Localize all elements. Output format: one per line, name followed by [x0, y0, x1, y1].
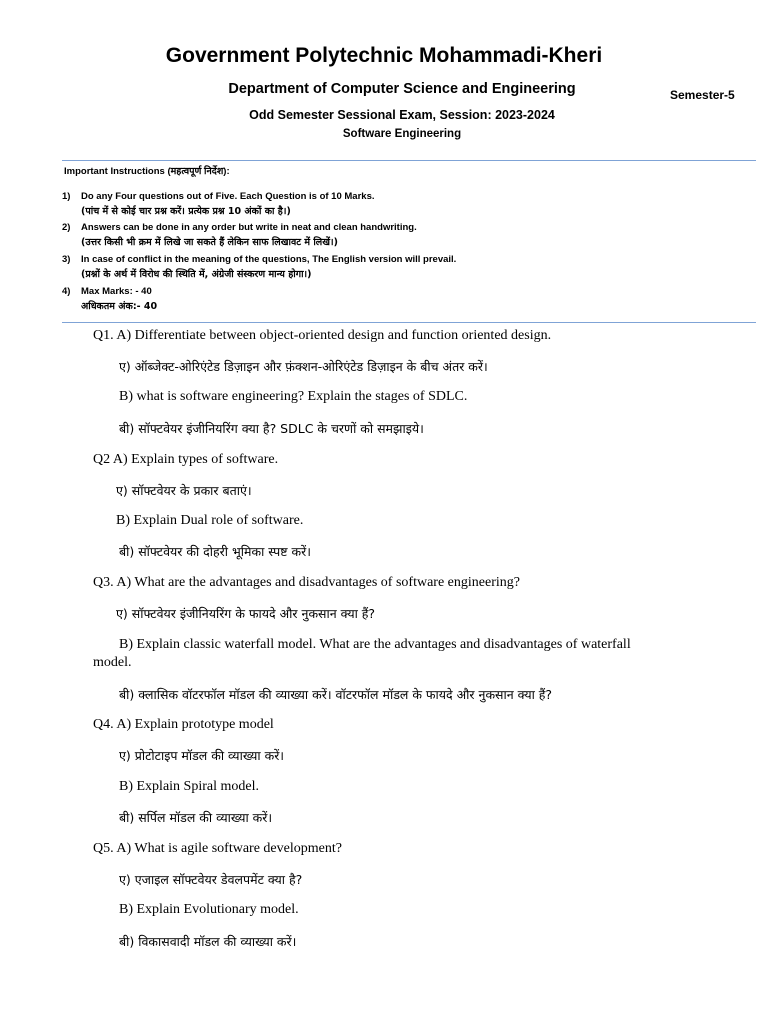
question-2a-hi: ए) सॉफ्टवेयर के प्रकार बताएं। [116, 483, 252, 498]
instruction-text-hi: (प्रश्नों के अर्थ में विरोध की स्थिति में, अंग्रेजी संस्करण मान्य होगा।) [81, 269, 312, 280]
instruction-text-hi: (पांच में से कोई चार प्रश्न करें। प्रत्येक प्रश्न 10 अंकों का है।) [81, 206, 291, 217]
divider-top [62, 160, 756, 161]
question-1b-en: B) what is software engineering? Explain the stages of SDLC. [119, 389, 468, 404]
question-1a-hi: ए) ऑब्जेक्ट-ओरिएंटेड डिज़ाइन और फ़ंक्शन-ओरिएंटेड डिज़ाइन के बीच अंतर करें। [119, 359, 488, 374]
question-4a-hi: ए) प्रोटोटाइप मॉडल की व्याख्या करें। [119, 748, 285, 763]
instruction-text-en: Do any Four questions out of Five. Each Question is of 10 Marks. [81, 191, 375, 202]
question-4a-en: Q4. A) Explain prototype model [93, 717, 274, 732]
question-4b-hi: बी) सर्पिल मॉडल की व्याख्या करें। [119, 810, 273, 825]
question-5a-en: Q5. A) What is agile software development? [93, 841, 342, 856]
instructions-heading: Important Instructions (महत्वपूर्ण निर्देश): [64, 166, 230, 177]
instruction-text-hi: अधिकतम अंक:- 40 [81, 301, 158, 312]
question-2b-hi: बी) सॉफ्टवेयर की दोहरी भूमिका स्पष्ट करें। [119, 544, 311, 559]
instruction-number: 2) [62, 222, 71, 233]
question-5b-hi: बी) विकासवादी मॉडल की व्याख्या करें। [119, 934, 297, 949]
question-3b-hi: बी) क्लासिक वॉटरफॉल मॉडल की व्याख्या करें। वॉटरफॉल मॉडल के फायदे और नुकसान क्या हैं? [119, 687, 553, 702]
question-3a-en: Q3. A) What are the advantages and disadvantages of software engineering? [93, 575, 520, 590]
question-5b-en: B) Explain Evolutionary model. [119, 902, 299, 917]
instruction-text-en: Answers can be done in any order but write in neat and clean handwriting. [81, 222, 417, 233]
question-2a-en: Q2 A) Explain types of software. [93, 452, 279, 467]
question-3b-en-line1: B) Explain classic waterfall model. What are the advantages and disadvantages of waterfall [119, 637, 631, 652]
subject-label: Software Engineering [342, 128, 462, 140]
instruction-number: 3) [62, 254, 71, 265]
semester-label: Semester-5 [670, 88, 735, 102]
instruction-text-hi: (उत्तर किसी भी क्रम में लिखे जा सकते हैं लेकिन साफ लिखावट में लिखें।) [81, 237, 338, 248]
college-title: Government Polytechnic Mohammadi-Kheri [165, 44, 603, 67]
instruction-number: 4) [62, 286, 71, 297]
question-2b-en: B) Explain Dual role of software. [116, 513, 304, 528]
session-label: Odd Semester Sessional Exam, Session: 2023-2024 [249, 108, 555, 122]
question-4b-en: B) Explain Spiral model. [119, 779, 259, 794]
question-3a-hi: ए) सॉफ्टवेयर इंजीनियरिंग के फायदे और नुकसान क्या हैं? [116, 606, 376, 621]
question-1a-en: Q1. A) Differentiate between object-oriented design and function oriented design. [93, 328, 552, 343]
instruction-number: 1) [62, 191, 71, 202]
question-5a-hi: ए) एजाइल सॉफ्टवेयर डेवलपमेंट क्या है? [119, 872, 303, 887]
question-3b-en-line2: model. [93, 655, 132, 670]
instruction-text-en: Max Marks: - 40 [81, 286, 152, 297]
instruction-text-en: In case of conflict in the meaning of the questions, The English version will prevail. [81, 254, 457, 265]
question-1b-hi: बी) सॉफ्टवेयर इंजीनियरिंग क्या है? SDLC के चरणों को समझाइये। [119, 421, 424, 436]
divider-bottom [62, 322, 756, 323]
department-title: Department of Computer Science and Engineering [228, 81, 576, 97]
